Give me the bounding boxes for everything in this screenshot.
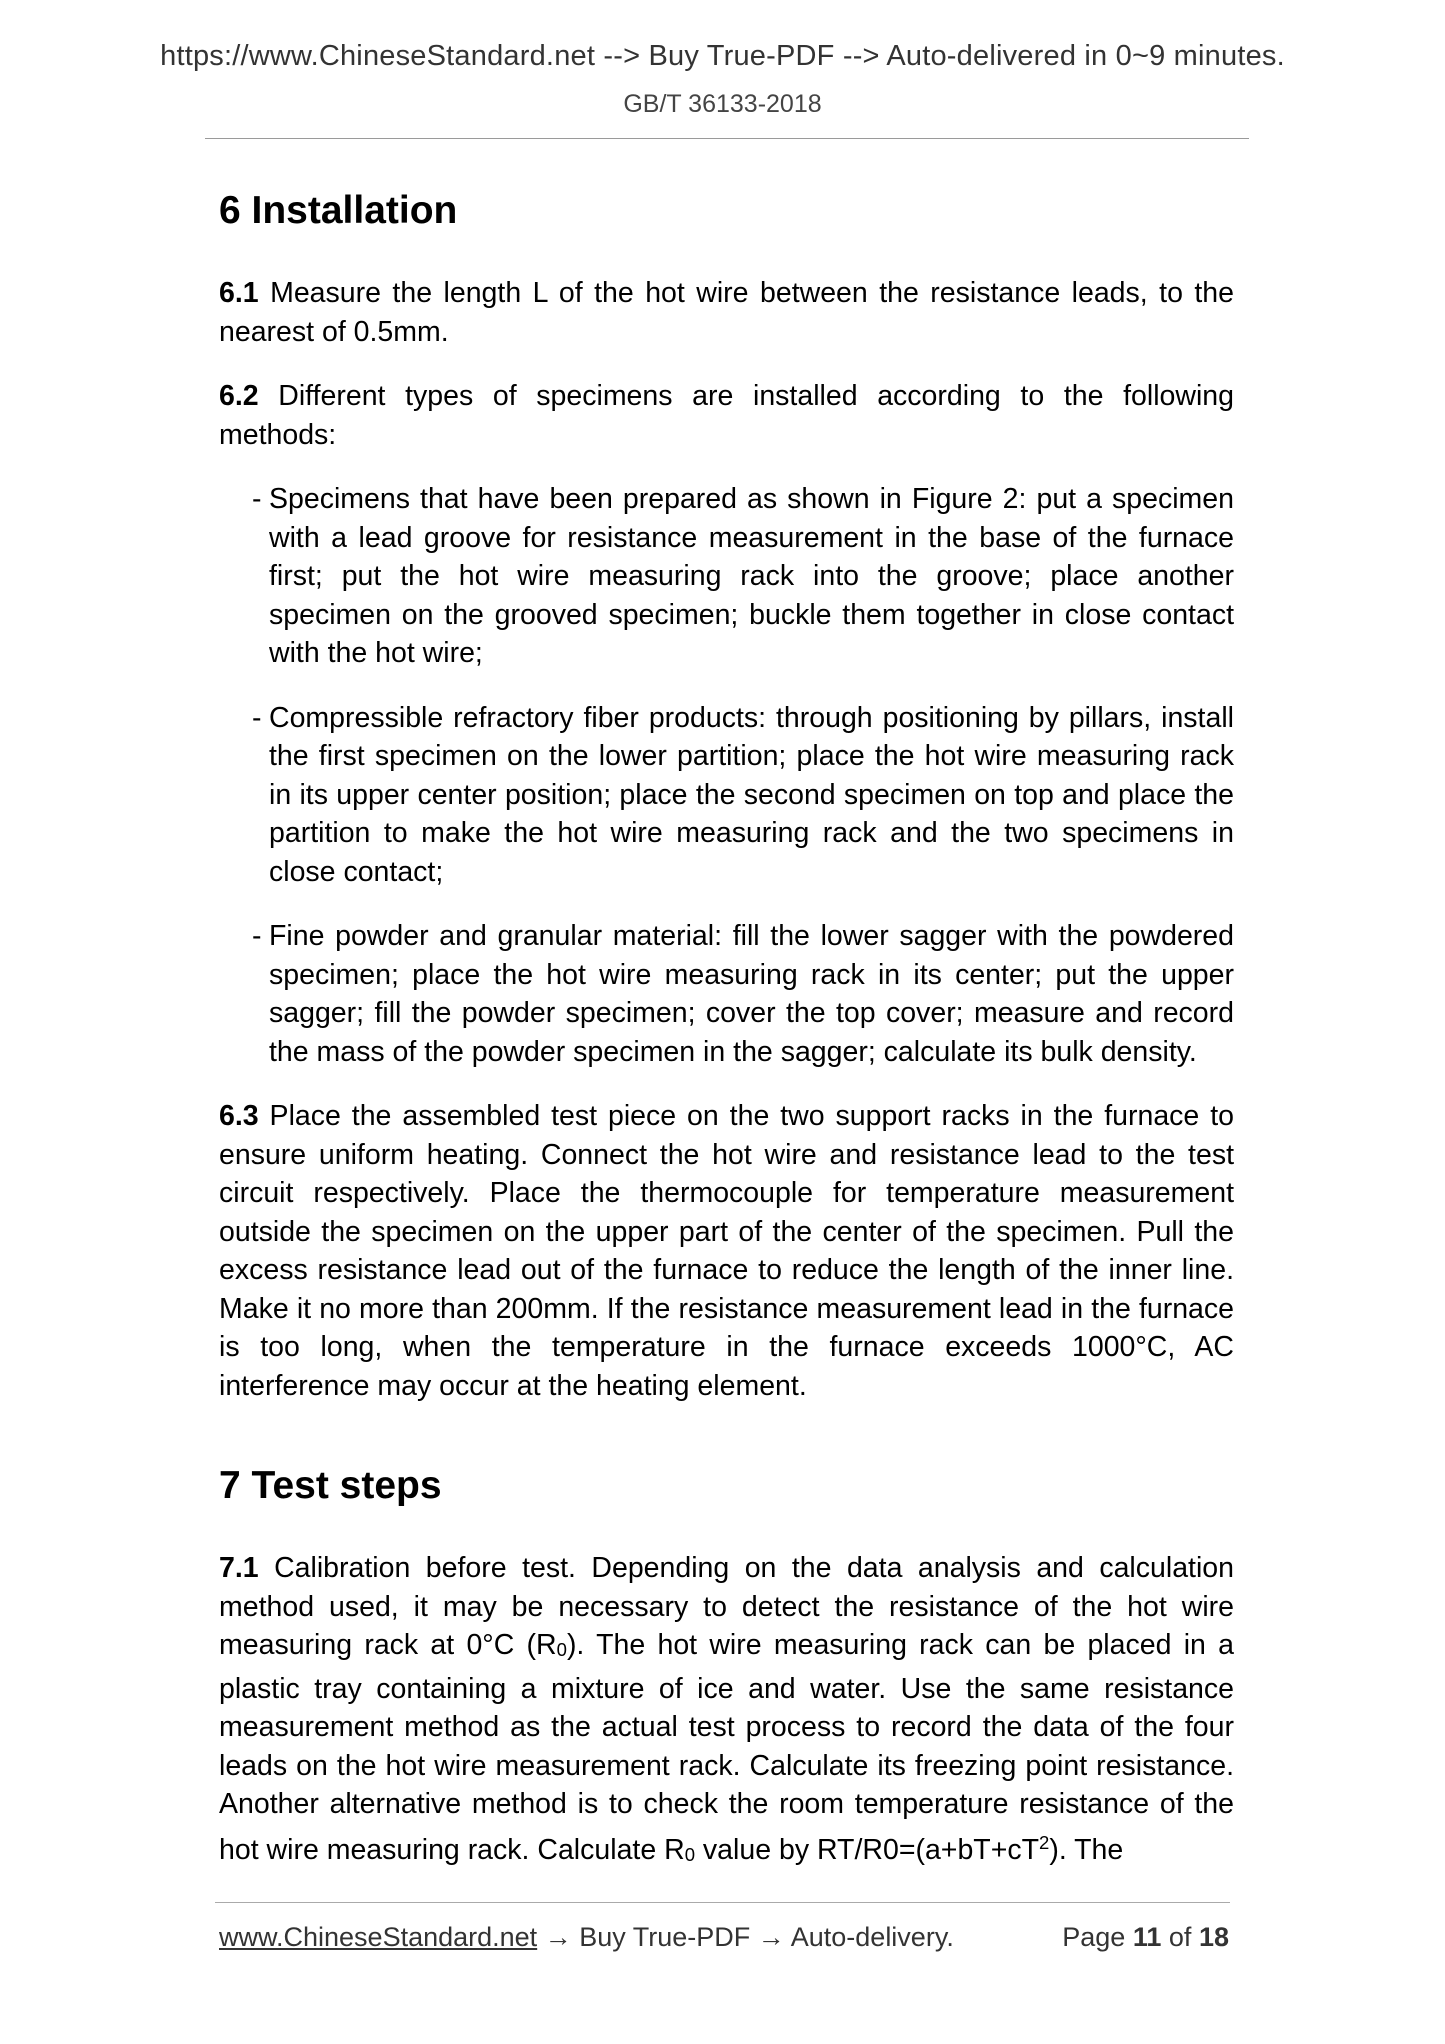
- list-item-text: Compressible refractory fiber products: through positioning by pillars, install the first specimen on the lower partition; place the hot wire measuring rack in its upper center position; place the second specimen on top and place the partition to make the hot wire measuring rack and the two specimens in close contact;: [269, 701, 1234, 888]
- standard-code: GB/T 36133-2018: [623, 90, 822, 118]
- clause-number: 6.1: [219, 277, 259, 309]
- page-total: 18: [1198, 1922, 1229, 1952]
- document-body: [219, 178, 1234, 1900]
- clause-text: ). The hot wire measuring rack can be placed in a plastic tray containing a mixture of ice and water. Use the same resistance measurement method as the actual test process to record the data of the four leads on the hot wire measurement rack. Calculate its freezing point resistance. Another alternative method is to check the room temperature resistance of the hot wire measuring rack. Calculate R: [219, 1629, 1234, 1866]
- clause-text: ). The: [1049, 1833, 1124, 1866]
- site-link[interactable]: www.ChineseStandard.net: [219, 1922, 538, 1952]
- subscript: 0: [684, 1843, 695, 1865]
- footer-left: [219, 1922, 954, 1953]
- page-indicator: [1062, 1922, 1229, 1953]
- clause-6-1: [219, 274, 1234, 351]
- footer-tagline: → Buy True-PDF → Auto-delivery.: [537, 1922, 954, 1952]
- list-item: [219, 699, 1234, 892]
- dash-marker: -: [252, 920, 262, 952]
- dash-marker: -: [252, 701, 262, 734]
- list-item-text: Fine powder and granular material: fill the lower sagger with the powdered specimen; place the hot wire measuring rack in its center; put the upper sagger; fill the powder specimen; cover the top cover; measure and record the mass of the powder specimen in the sagger; calculate its bulk density.: [269, 920, 1234, 1068]
- clause-text: Calibration before test. Depending on the data analysis and calculation method used, it may be necessary to detect the resistance of the hot wire measuring rack at 0°C (R: [219, 1552, 1234, 1661]
- section-7-heading: 7 Test steps: [219, 1464, 442, 1507]
- clause-text: Different types of specimens are installed according to the following methods:: [219, 380, 1234, 451]
- list-item: [219, 480, 1234, 673]
- page-word: Page: [1062, 1922, 1126, 1952]
- dash-marker: -: [252, 483, 262, 515]
- list-item-text: Specimens that have been prepared as shown in Figure 2: put a specimen with a lead groove for resistance measurement in the base of the furnace first; put the hot wire measuring rack into the groove; place another specimen on the grooved specimen; buckle them together in close contact with the hot wire;: [269, 483, 1234, 669]
- subscript: 0: [556, 1639, 567, 1660]
- clause-6-3: [219, 1097, 1234, 1405]
- clause-number: 6.3: [219, 1100, 259, 1132]
- page-number: 11: [1132, 1922, 1162, 1952]
- clause-6-2: [219, 377, 1234, 454]
- clause-text: Place the assembled test piece on the two support racks in the furnace to ensure uniform heating. Connect the hot wire and resistance lead to the test circuit respectively. Place the thermocouple for temperature measurement outside the specimen on the upper part of the center of the specimen. Pull the excess resistance lead out of the furnace to reduce the length of the inner line. Make it no more than 200mm. If the resistance measurement lead in the furnace is too long, when the temperature in the furnace exceeds 1000°C, AC interference may occur at the heating element.: [219, 1100, 1234, 1402]
- clause-number: 7.1: [219, 1552, 259, 1584]
- clause-text: value by RT/R0=(a+bT+cT: [695, 1833, 1040, 1866]
- clause-text: Measure the length L of the hot wire between the resistance leads, to the nearest of 0.5mm.: [219, 277, 1234, 348]
- section-6-heading: 6 Installation: [219, 189, 458, 232]
- clause-7-1: [219, 1549, 1234, 1874]
- clause-number: 6.2: [219, 380, 259, 412]
- header-divider: [205, 138, 1249, 139]
- footer-divider: [215, 1902, 1230, 1903]
- header-banner: https://www.ChineseStandard.net --> Buy True-PDF --> Auto-delivered in 0~9 minutes.: [160, 40, 1285, 72]
- superscript: 2: [1039, 1831, 1050, 1853]
- list-item: [219, 917, 1234, 1071]
- of-word: of: [1168, 1922, 1192, 1952]
